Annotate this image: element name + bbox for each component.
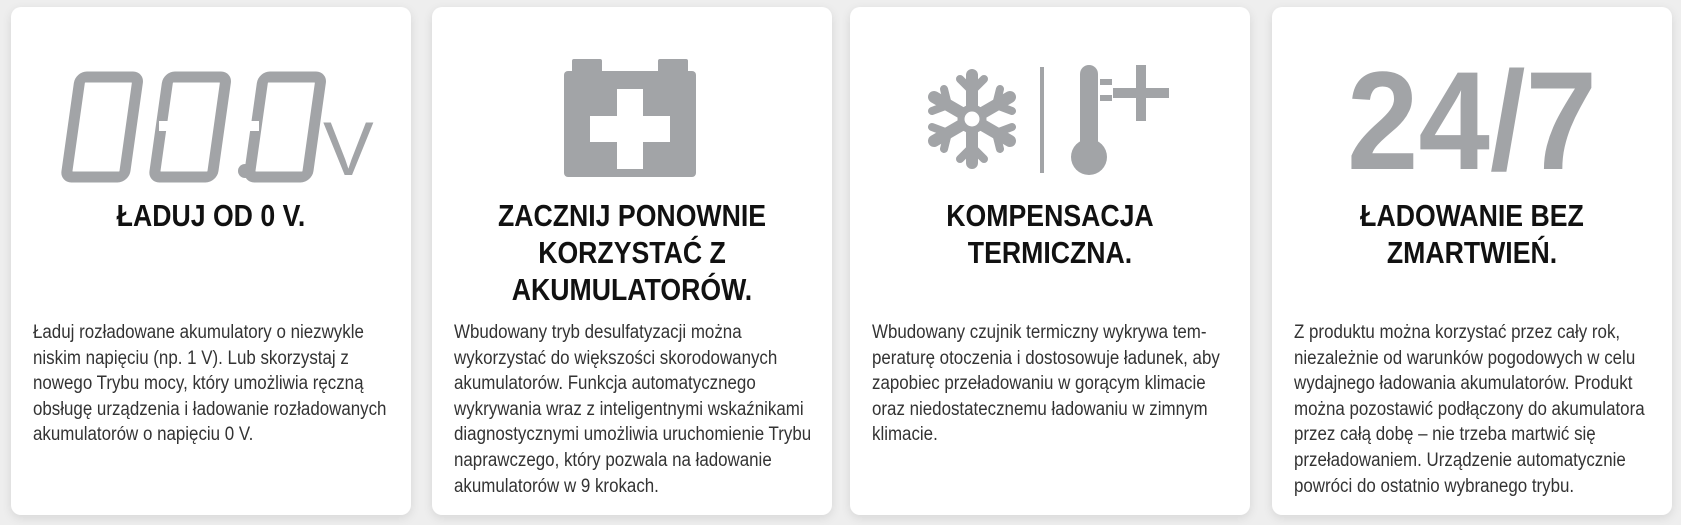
feature-card-reuse-batteries <box>432 7 832 515</box>
text-line: Ładuj rozładowane akumulatory o niezwykle <box>33 322 364 343</box>
title-line: KOMPENSACJA <box>946 198 1154 233</box>
feature-card-charge-from-0v <box>11 7 411 515</box>
card-description <box>1294 320 1645 499</box>
text-line: można pozostawić podłączony do akumulatora <box>1294 398 1645 420</box>
text-line: niskim napięciu (np. 1 V). Lub skorzystaj z <box>33 347 349 369</box>
card-description <box>454 320 812 499</box>
title-line: ŁADOWANIE BEZ <box>1360 198 1584 233</box>
text-line: naprawczego, który pozwala na ładowanie <box>454 449 772 471</box>
card-title <box>1300 197 1644 271</box>
thermometer-icon <box>1071 65 1169 175</box>
text-line: nowego Trybu mocy, który umożliwia ręczną <box>33 373 364 395</box>
card-title <box>39 197 383 234</box>
battery-plus-icon <box>432 57 832 187</box>
card-title <box>460 197 804 308</box>
text-line: diagnostycznymi umożliwia uruchomienie Trybu <box>454 424 812 446</box>
text-line: oraz niedostatecznemu ładowaniu w zimnym <box>872 398 1208 420</box>
twenty-four-seven-label: 24/7 <box>1347 42 1597 199</box>
text-line: przeładowaniem. Urządzenie automatycznie <box>1294 449 1626 471</box>
card-title <box>878 197 1222 271</box>
snowflake-icon <box>932 75 1012 163</box>
text-line: powróci do ostatnio wybranego trybu. <box>1294 475 1575 497</box>
title-line: ŁADUJ OD 0 V. <box>116 198 306 233</box>
card-description <box>872 320 1220 448</box>
text-line: wykorzystać do większości skorodowanych <box>454 347 778 369</box>
text-line: akumulatorów w 9 krokach. <box>454 475 659 497</box>
text-line: peraturę otoczenia i dostosowuje ładunek, aby <box>872 347 1220 369</box>
title-line: TERMICZNA. <box>967 235 1133 270</box>
text-line: klimacie. <box>872 424 938 446</box>
feature-card-worry-free-charging <box>1272 7 1672 515</box>
text-line: obsługę urządzenia i ładowanie rozładowanych <box>33 398 387 420</box>
text-line: Wbudowany tryb desulfatyzacji można <box>454 322 742 343</box>
title-line: KORZYSTAĆ Z <box>538 235 726 270</box>
feature-card-thermal-compensation <box>850 7 1250 515</box>
twenty-four-seven-icon <box>1272 42 1672 199</box>
title-line: ZMARTWIEŃ. <box>1386 235 1558 270</box>
card-description <box>33 320 387 448</box>
title-line: AKUMULATORÓW. <box>511 272 753 307</box>
text-line: przez całą dobę – nie trzeba martwić się <box>1294 424 1596 446</box>
text-line: akumulatorów o napięciu 0 V. <box>33 424 254 446</box>
voltage-display-graphic <box>61 57 374 192</box>
text-line: niezależnie od warunków pogodowych w celu <box>1294 347 1636 369</box>
text-line: wykrywania wraz z inteligentnymi wskaźnikami <box>454 398 804 420</box>
snowflake-thermometer-icon <box>850 57 1250 187</box>
title-line: ZACZNIJ PONOWNIE <box>497 198 767 233</box>
seven-segment-voltage-icon <box>11 57 411 192</box>
text-line: wydajnego ładowania akumulatorów. Produkt <box>1294 373 1633 395</box>
text-line: Z produktu można korzystać przez cały rok, <box>1294 322 1621 343</box>
volt-unit: V <box>323 107 374 192</box>
text-line: akumulatorów. Funkcja automatycznego <box>454 373 756 395</box>
text-line: zapobiec przeładowaniu w gorącym klimacie <box>872 373 1206 395</box>
text-line: Wbudowany czujnik termiczny wykrywa tem- <box>872 322 1207 343</box>
